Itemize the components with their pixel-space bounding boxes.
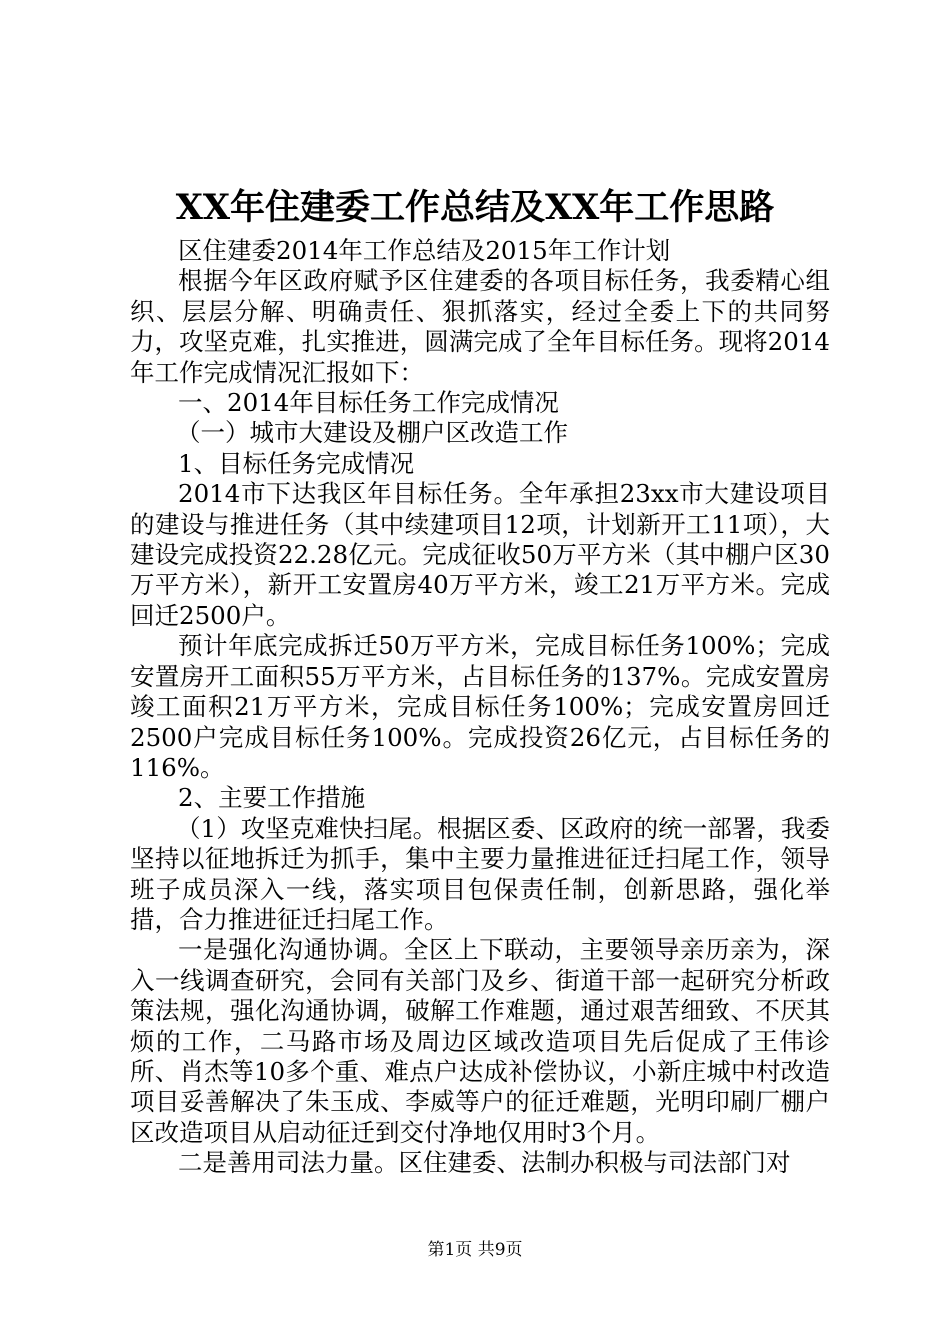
document-body <box>130 236 830 1179</box>
item-heading: 1、目标任务完成情况 <box>178 448 415 478</box>
section-heading: 一、2014年目标任务工作完成情况 <box>178 388 559 418</box>
item-heading: 2、主要工作措施 <box>178 783 366 813</box>
measure-paragraph: （1）攻坚克难快扫尾。根据区委、区政府的统一部署，我委坚持以征地拆迁为抓手，集中主要力量推进征迁扫尾工作，领导班子成员深入一线，落实项目包保责任制，创新思路，强化举措，合力推进征迁扫尾工作。 <box>130 813 830 934</box>
subsection-heading: （一）城市大建设及棚户区改造工作 <box>176 418 568 448</box>
measure-paragraph: 二是善用司法力量。区住建委、法制办积极与司法部门对 <box>178 1148 791 1178</box>
intro-paragraph: 根据今年区政府赋予区住建委的各项目标任务，我委精心组织、层层分解、明确责任、狠抓落实，经过全委上下的共同努力，攻坚克难，扎实推进，圆满完成了全年目标任务。现将2014年工作完成情况汇报如下： <box>130 266 830 387</box>
document-title: XX年住建委工作总结及XX年工作思路 <box>175 187 775 228</box>
measure-paragraph: 一是强化沟通协调。全区上下联动，主要领导亲历亲为，深入一线调查研究，会同有关部门及乡、街道干部一起研究分析政策法规，强化沟通协调，破解工作难题，通过艰苦细致、不厌其烦的工作，二马路市场及周边区域改造项目先后促成了王伟诊所、肖杰等10多个重、难点户达成补偿协议，小新庄城中村改造项目妥善解决了朱玉成、李威等户的征迁难题，光明印刷厂棚户区改造项目从启动征迁到交付净地仅用时3个月。 <box>130 935 830 1147</box>
page-footer: 第1页 共9页 <box>427 1240 523 1260</box>
targets-paragraph: 2014市下达我区年目标任务。全年承担23xx市大建设项目的建设与推进任务（其中续建项目12项，计划新开工11项），大建设完成投资22.28亿元。完成征收50万平方米（其中棚户区30万平方米），新开工安置房40万平方米，竣工21万平方米。完成回迁2500户。 <box>130 479 830 630</box>
subtitle-paragraph: 区住建委2014年工作总结及2015年工作计划 <box>178 236 671 265</box>
forecast-paragraph: 预计年底完成拆迁50万平方米，完成目标任务100%；完成安置房开工面积55万平方米，占目标任务的137%。完成安置房竣工面积21万平方米，完成目标任务100%；完成安置房回迁2500户完成目标任务100%。完成投资26亿元，占目标任务的116%。 <box>130 631 830 782</box>
